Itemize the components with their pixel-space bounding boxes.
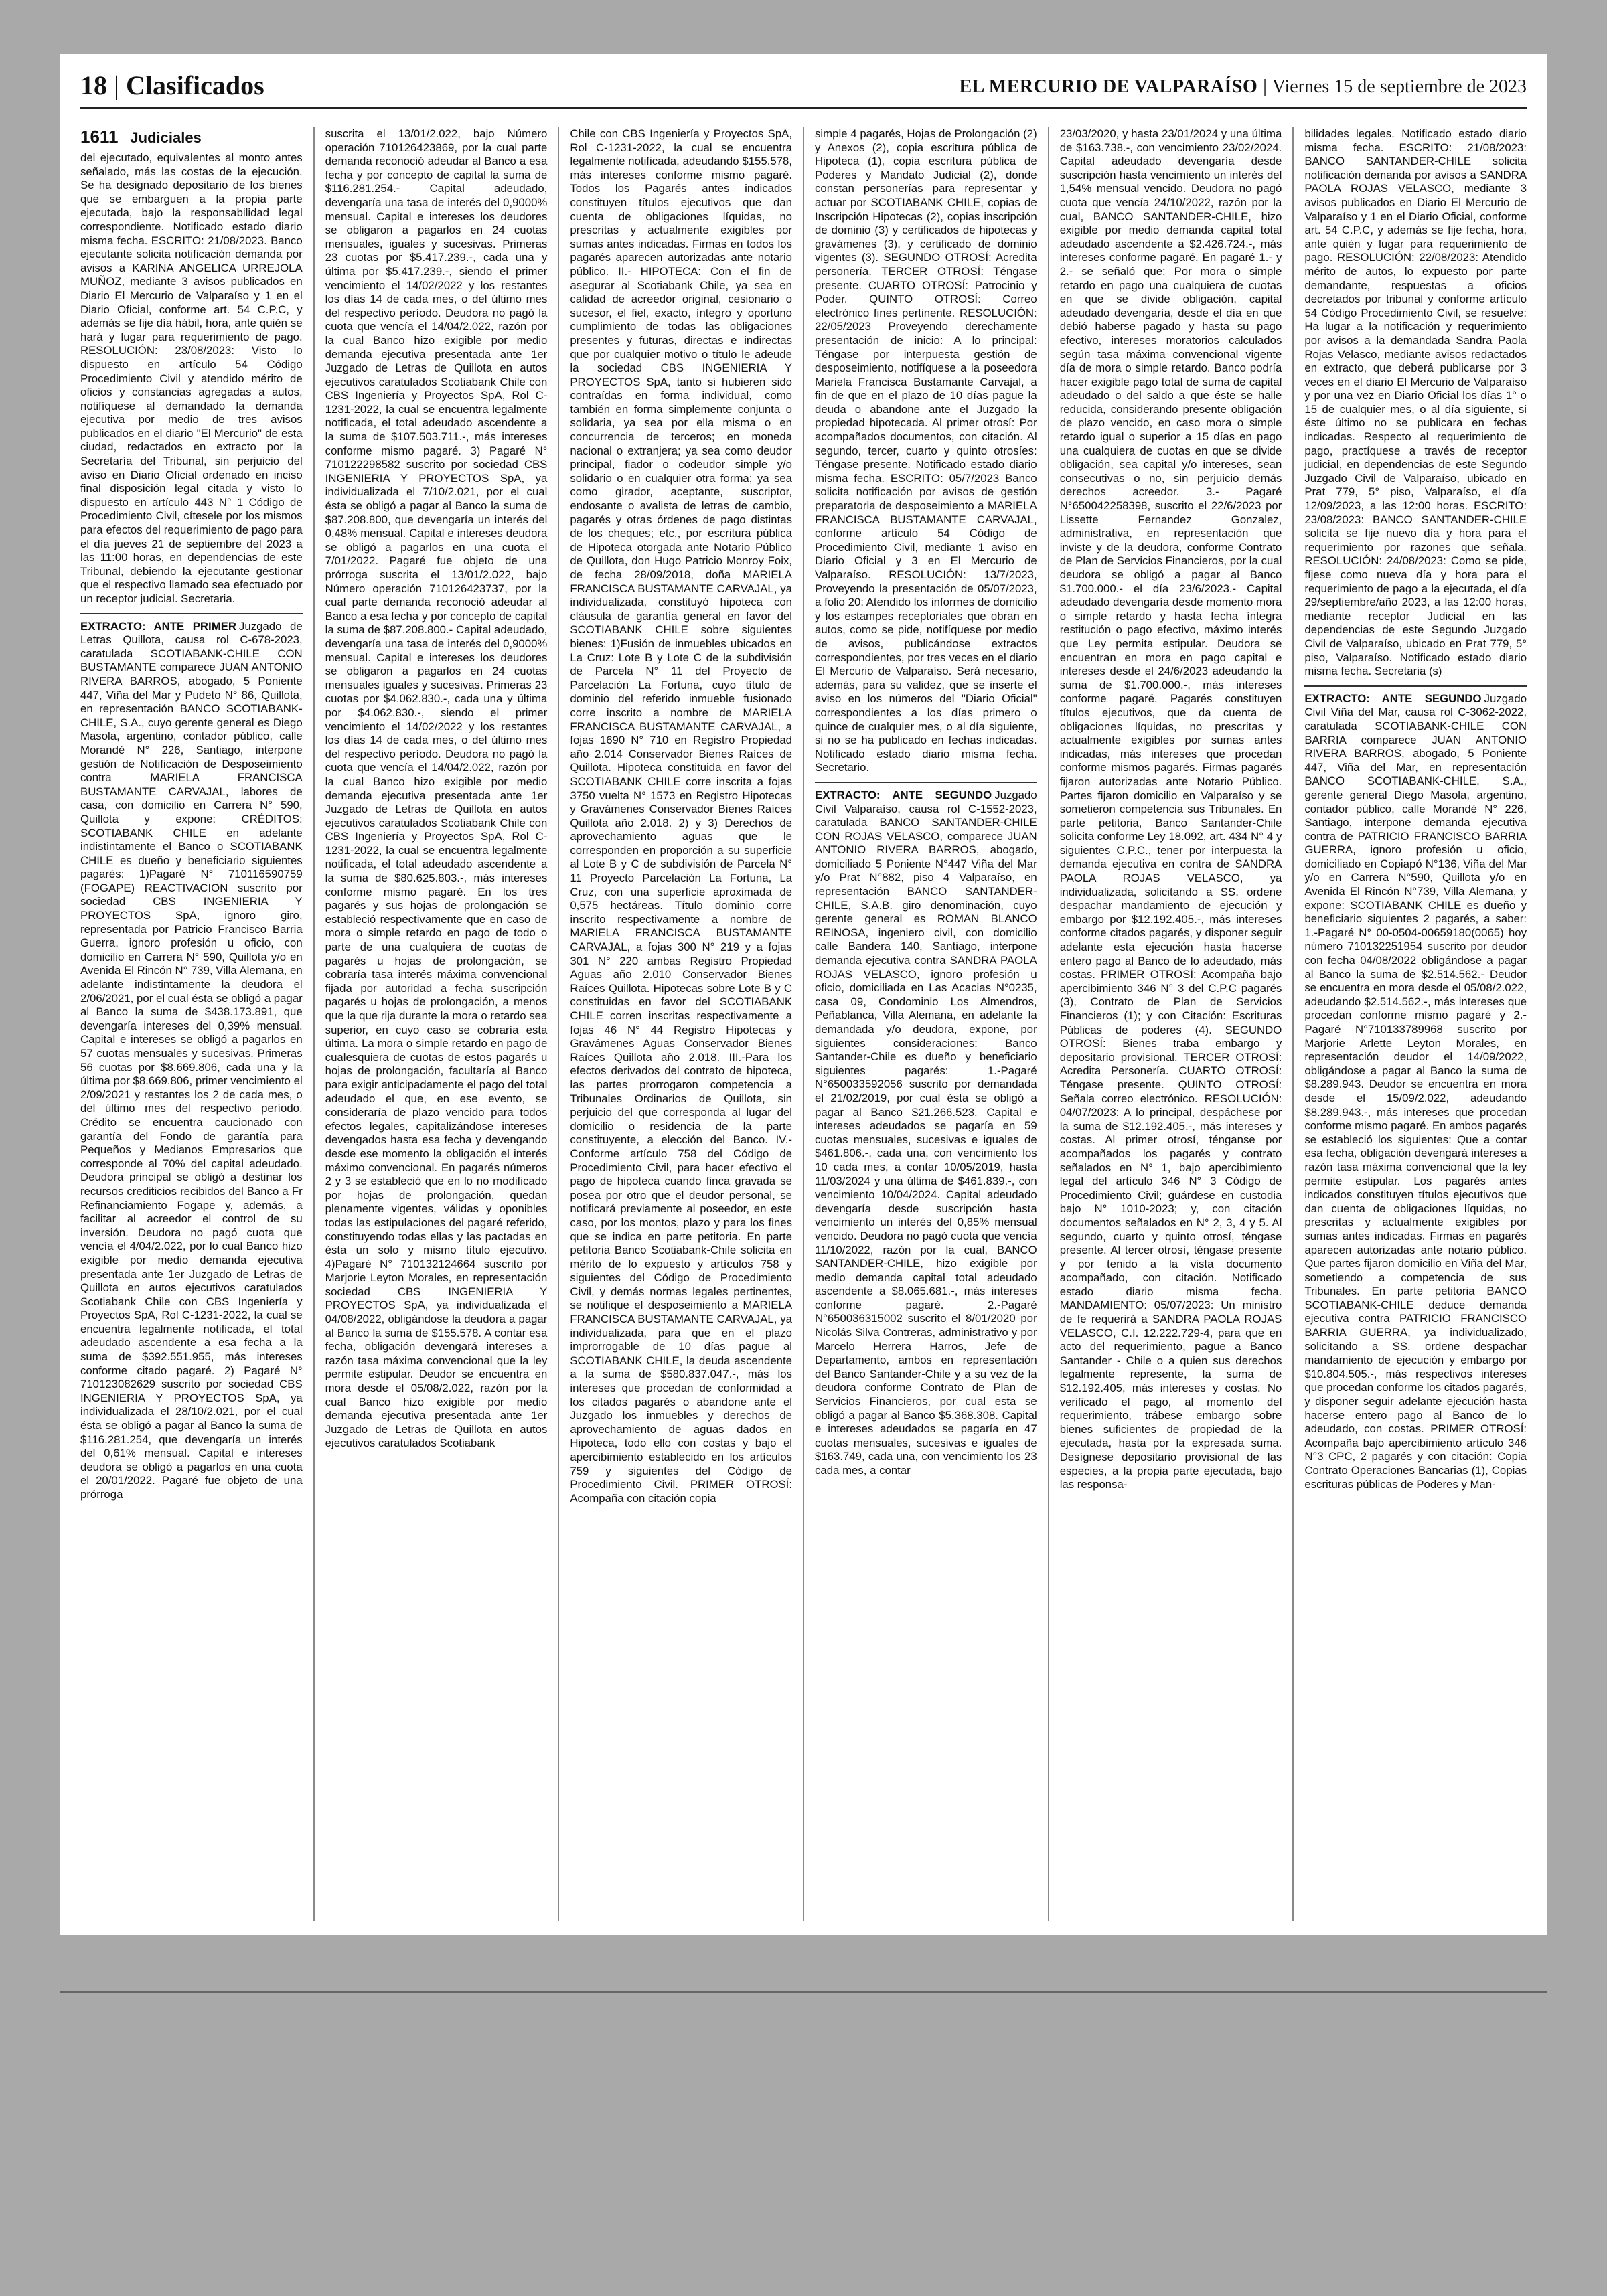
- section-code: 1611: [80, 127, 119, 147]
- section-heading: [80, 127, 303, 147]
- page-header: [80, 60, 1527, 109]
- notice-body: del ejecutado, equivalentes al monto antes señalado, más las costas de la ejecución. Se ha designado depositario de los bienes que se embarguen a la propia parte ejecutada, bajo la responsabilidad legal correspondiente. Notificado estado diario misma fecha. ESCRITO: 21/08/2023. Banco ejecutante solicita notificación demanda por avisos a KARINA ANGELICA URREJOLA MUÑOZ, mediante 3 avisos publicados en Diario El Mercurio de Valparaíso y 1 en el Diario Oficial, conforme art. 54 C.P.C, y además se fije día hábil, hora, ante quién se hará y lugar para requerimiento de pago. RESOLUCIÓN: 23/08/2023: Visto lo dispuesto en artículo 54 Código Procedimiento Civil y atendido mérito de oficios y constancias agregadas a autos, notifíquese al demandado la demanda ejecutiva por medio de tres avisos publicados en el diario "El Mercurio" de esta ciudad, redactados en extracto por la Secretaría del Tribunal, sin perjuicio del aviso en Diario Oficial ordenado en inciso final disposición legal citada y visto lo dispuesto en artículo 443 N° 1 Código de Procedimiento Civil, cítesele por los mismos para efectos del requerimiento de pago para el día jueves 21 de septiembre del 2023 a las 11:00 horas, en dependencias de este Tribunal, debiendo la ejecutante gestionar que el respectivo llamado sea efectuado por un receptor judicial. Secretaria.: [80, 151, 303, 605]
- masthead: [959, 76, 1527, 98]
- text-column: [803, 127, 1048, 1921]
- notice-divider: [1304, 685, 1527, 687]
- legal-notice-paragraph: [815, 127, 1037, 775]
- page-number: 18: [80, 70, 107, 100]
- notice-body: 23/03/2020, y hasta 23/01/2024 y una última de $163.738.-, con vencimiento 23/02/2024. Capital adeudado devengaría desde suscripción hasta vencimiento un interés del 1,54% mensual vencido. Deudora no pagó cuota que vencía 24/10/2022, razón por la cual, BANCO SANTANDER-CHILE, hizo exigible por medio demanda capital total adeudado ascendente a $2.426.724.-, más intereses conforme pagaré. En pagaré 1.- y 2.- se señaló que: Por mora o simple retardo en pago una cualquiera de cuotas en que se divide obligación, capital adeudado devengaría, desde el día en que debió haberse pagado y hasta su pago efectivo, intereses moratorios calculados según tasa máxima convencional vigente día de mora o simple retardo. Banco podría hacer exigible pago total de suma de capital adeudado o del saldo a que éste se halle reducida, considerando presente obligación de plazo vencido, en caso mora o simple retardo igual o superior a 15 días en pago una cualquiera de cuotas en que se divide obligación, sea capital y/o intereses, sean consecutivas o no, sin perjuicio demás derechos acreedor. 3.- Pagaré N°650042258398, suscrito el 22/6/2023 por Lissette Fernandez Gonzalez, administrativa, en representación que inviste y de la deudora, conforme Contrato de Plan de Servicios Financieros, por la cual deudora se obligó a pagar al Banco $1.700.000.- el día 23/6/2023.- Capital adeudado devengaría desde momento mora o simple retardo y hasta fecha íntegra restitución o pago efectivo, máximo interés que Ley permita estipular. Deudora se encuentran en mora en pago capital e intereses desde el 24/6/2023 adeudando la suma de $1.700.000.-, más intereses conforme pagaré. Pagarés constituyen títulos ejecutivos, que da cuenta de obligaciones líquidas, no prescritas y actualmente exigibles por sumas antes indicadas, más intereses que procedan conforme mismos pagarés. Firmas pagarés fijaron autorizadas ante Notario Público. Partes fijaron domicilio en Valparaíso y se sometieron competencia sus Tribunales. En parte petitoria, Banco Santander-Chile solicita conforme Ley 18.092, art. 434 N° 4 y siguientes C.P.C., tener por interpuesta la demanda ejecutiva en contra de SANDRA PAOLA ROJAS VELASCO, ya individualizada, solicitando a SS. ordene despachar mandamiento de ejecución y embargo por $12.192.405.-, más intereses conforme citados pagarés, y disponer seguir adelante esta ejecución hasta hacerse entero pago al Banco de lo adeudado, más costas. PRIMER OTROSÍ: Acompaña bajo apercibimiento 346 N° 3 del C.P.C pagarés (3), Contrato de Plan de Servicios Financieros (1); y con Citación: Escrituras Públicas de poderes (4). SEGUNDO OTROSÍ: Bienes traba embargo y depositario provisional. TERCER OTROSÍ: Acredita Personería. CUARTO OTROSÍ: Téngase presente. QUINTO OTROSÍ: Señala correo electrónico. RESOLUCIÓN: 04/07/2023: A lo principal, despáchese por la suma de $12.192.405.-, más intereses y costas. Al primer otrosí, ténganse por acompañados los pagarés y contrato señalados en N° 1, bajo apercibimiento legal del artículo 346 N° 3 Código de Procedimiento Civil; guárdese en custodia bajo N° 1010-2023; y, con citación documentos señalados en N° 2, 3, 4 y 5. Al segundo, cuarto y quinto otrosí, téngase presente. Al tercer otrosí, téngase presente y por tenido a la vista documento acompañado, con citación. Notificado estado diario misma fecha. MANDAMIENTO: 05/07/2023: Un ministro de fe requerirá a SANDRA PAOLA ROJAS VELASCO, C.I. 12.222.729-4, para que en acto del requerimiento, pague a Banco Santander - Chile o a quien sus derechos legalmente represente, la suma de $12.192.405, más intereses y costas. No verificado el pago, al momento del requerimiento, trábese embargo sobre bienes suficientes de propiedad de la ejecutada, hasta por la expresada suma. Desígnese depositario provisional de las especies, a la propia parte ejecutada, bajo las responsa-: [1059, 127, 1282, 1491]
- notice-body: Chile con CBS Ingeniería y Proyectos SpA, Rol C-1231-2022, la cual se encuentra legalmente notificada, adeudando $155.578, más intereses conforme mismo pagaré. Todos los Pagarés antes indicados constituyen títulos ejecutivos que dan cuenta de obligaciones líquidas, no prescritas y actualmente exigibles por sumas antes indicadas. Firmas en todos los pagarés aparecen autorizadas ante notario público. II.- HIPOTECA: Con el fin de asegurar al Scotiabank Chile, ya sea en calidad de acreedor original, cesionario o sucesor, el fiel, exacto, íntegro y oportuno cumplimiento de todas las obligaciones presentes y futuras, directas e indirectas que por cualquier motivo o título le adeude la sociedad CBS INGENIERIA Y PROYECTOS SpA, tanto si hubieren sido contraídas en forma individual, como también en forma simplemente conjunta o solidaria, ya sea por ella misma o en concurrencia de terceros; en moneda nacional o extranjera; ya sea como deudor principal, fiador o codeudor simple y/o solidario o en cualquier otra forma; ya sea como girador, aceptante, suscriptor, endosante o avalista de letras de cambio, pagarés y otras órdenes de pago distintas de los cheques; etc., por escritura pública de Hipoteca otorgada ante Notario Público de Quillota, don Hugo Patricio Monroy Foix, de fecha 28/09/2018, doña MARIELA FRANCISCA BUSTAMANTE CARVAJAL, ya individualizada, constituyó hipoteca con cláusula de garantía general en favor del SCOTIABANK CHILE sobre siguientes bienes: 1)Fusión de inmuebles ubicados en La Cruz: Lote B y Lote C de la subdivisión de Parcela N° 11 del Proyecto de Parcelación La Fortuna, cuyo título de dominio del referido inmueble fusionado corre inscrito a nombre de MARIELA FRANCISCA BUSTAMANTE CARVAJAL, a fojas 1690 N° 710 en Registro Propiedad año 2.014 Conservador Bienes Raíces de Quillota. Hipoteca constituida en favor del SCOTIABANK CHILE corre inscrita a fojas 3750 vuelta N° 1573 en Registro Hipotecas y Gravámenes Conservador Bienes Raíces Quillota año 2.018. 2) y 3) Derechos de aprovechamiento aguas que le corresponden en proporción a su superficie al Lote B y C de subdivisión de Parcela N° 11 Proyecto Parcelación La Fortuna, La Cruz, con una superficie aproximada de 0,575 hectáreas. Título dominio corre inscrito respectivamente a nombre de MARIELA FRANCISCA BUSTAMANTE CARVAJAL, a fojas 300 N° 219 y a fojas 301 N° 220 ambas Registro Propiedad Aguas año 2.010 Conservador Bienes Raíces Quillota. Hipotecas sobre Lote B y C constituidas en favor del SCOTIABANK CHILE corren inscritas respectivamente a fojas 46 N° 44 Registro Hipotecas y Gravámenes Aguas Conservador Bienes Raíces Quillota año 2.018. III.-Para los efectos derivados del contrato de hipoteca, las partes prorrogaron competencia a Tribunales Ordinarios de Quillota, sin perjuicio del que corresponda al lugar del domicilio o residencia de la parte constituyente, a elección del Banco. IV.-Conforme artículo 758 del Código de Procedimiento Civil, para hacer efectivo el pago de hipoteca cuando finca gravada se posea por otro que el deudor personal, se notificará previamente al poseedor, en este caso, por los montos, plazo y para los fines que se indica en parte petitoria. En parte petitoria Banco Scotiabank-Chile solicita en mérito de lo expuesto y artículos 758 y siguientes del Código de Procedimiento Civil, y demás normas legales pertinentes, se notifique el desposeimiento a MARIELA FRANCISCA BUSTAMANTE CARVAJAL, ya individualizada, para que en el plazo improrrogable de 10 días pague al SCOTIABANK CHILE, la deuda ascendente a la suma de $580.837.047.-, más los intereses que procedan de conformidad a los citados pagarés o abandone ante el Juzgado los inmuebles y derechos de aprovechamiento de aguas dados en Hipoteca, todo ello con costas y bajo el apercibimiento establecido en los artículos 759 y siguientes del Código de Procedimiento Civil. PRIMER OTROSÍ: Acompaña con citación copia: [570, 127, 793, 1505]
- text-column: [1292, 127, 1527, 1921]
- legal-notice-paragraph: [570, 127, 792, 1505]
- notice-body: simple 4 pagarés, Hojas de Prolongación (2) y Anexos (2), copia escritura pública de Hipoteca (1), copia escritura pública de Poderes y Mandato Judicial (2), donde constan personerías para representar y actuar por SCOTIABANK CHILE, copias de Inscripción Hipotecas (2), copias inscripción de dominio (3) y certificados de hipotecas y gravámenes (3), y certificado de dominio vigentes (3). SEGUNDO OTROSÍ: Acredita personería. TERCER OTROSÍ: Téngase presente. CUARTO OTROSÍ: Patrocinio y Poder. QUINTO OTROSÍ: Correo electrónico fines pertinente. RESOLUCIÓN: 22/05/2023 Proveyendo derechamente presentación de inicio: A lo principal: Téngase por interpuesta gestión de desposeimiento, notifíquese a la poseedora Mariela Francisca Bustamante Carvajal, a fin de que en el plazo de 10 días pague la deuda o abandone ante el Juzgado la propiedad hipotecada. Al primer otrosí: Por acompañados documentos, con citación. Al segundo, tercer, cuarto y quinto otrosíes: Téngase presente. Notificado estado diario misma fecha. ESCRITO: 05/7/2023 Banco solicita notificación por avisos de gestión preparatoria de desposeimiento a MARIELA FRANCISCA BUSTAMANTE CARVAJAL, conforme artículo 54 Código de Procedimiento Civil, mediante 1 aviso en Diario Oficial y 3 en El Mercurio de Valparaíso. RESOLUCIÓN: 13/7/2023, Proveyendo la presentación de 05/07/2023, a folio 20: Atendido los informes de domicilio y los estampes receptoriales que obran en autos, como se pide, notifíquese por medio de avisos, publicándose extractos correspondientes, por tres veces en el diario El Mercurio de Valparaíso. Será necesario, además, para su validez, que se inserte el aviso en los números del "Diario Oficial" correspondientes a los días primero o quince de cualquier mes, o al día siguiente, si no se ha publicado en fechas indicadas. Notificado estado diario misma fecha. Secretario.: [815, 127, 1037, 774]
- notice-body: suscrita el 13/01/2.022, bajo Número operación 710126423869, por la cual parte demanda reconoció adeudar al Banco a esa fecha y por concepto de capital la suma de $116.281.254.- Capital adeudado, devengaría una tasa de interés del 0,9000% mensual. Capital e intereses los deudores se obligaron a pagarlos en 24 cuotas mensuales, iguales y sucesivas. Primeras 23 cuotas por $5.417.239.-, cada una y última por $5.417.239.-, siendo el primer vencimiento el 14/02/2022 y los restantes los días 14 de cada mes, o del último mes del respectivo período. Deudora no pagó la cuota que vencía el 14/04/2.022, razón por la cual Banco hizo exigible por medio demanda ejecutiva presentada ante 1er Juzgado de Letras de Quillota en autos ejecutivos caratulados Scotiabank Chile con CBS Ingeniería y Proyectos SpA, Rol C-1231-2022, la cual se encuentra legalmente notificada, el total adeudado ascendente a la suma de $107.503.711.-, más intereses conforme mismo pagaré. 3) Pagaré N° 710122298582 suscrito por sociedad CBS INGENIERIA Y PROYECTOS SpA, ya individualizada el 7/10/2.021, por el cual ésta se obligó a pagar al Banco la suma de $87.208.800, que devengaría un interés del 0,48% mensual. Capital e intereses deudora se obligó a pagarlos en una cuota el 7/01/2022. Pagaré fue objeto de una prórroga suscrita el 13/01/2.022, bajo Número operación 710126423737, por la cual parte demanda reconoció adeudar al Banco a esa fecha y por concepto de capital la suma de $87.208.800.- Capital adeudado, devengaría una tasa de interés del 0,9000% mensual. Capital e intereses los deudores se obligaron a pagarlos en 24 cuotas mensuales iguales y sucesivas. Primeras 23 cuotas por $4.062.830.-, cada una y última por $4.062.830.-, siendo el primer vencimiento el 14/02/2022 y los restantes los días 14 de cada mes, o del último mes del respectivo período. Deudora no pagó la cuota que vencía el 14/04/2.022, razón por la cual Banco hizo exigible por medio demanda ejecutiva presentada ante 1er Juzgado de Letras de Quillota en autos ejecutivos caratulados Scotiabank Chile con CBS Ingeniería y Proyectos SpA, Rol C-1231-2022, la cual se encuentra legalmente notificada, el total adeudado ascendente a la suma de $80.625.803.-, más intereses conforme mismo pagaré. En los tres pagarés y sus hojas de prolongación se estableció respectivamente que en caso de mora o simple retardo en pago de todo o parte de una cualquiera de cuotas de pagarés u hojas de prolongación, se cobraría tasa interés máxima convencional fijada por autoridad a fecha suscripción pagarés u hojas de prolongación, a menos que la que rija durante la mora o retardo sea superior, en cuyo caso se cobraría esta última. La mora o simple retardo en pago de cualesquiera de cuotas de estos pagarés u hojas de prolongación, facultaría al Banco para exigir anticipadamente el pago del total adeudado el que, en ese evento, se consideraría de plazo vencido para todos efectos legales, capitalizándose intereses devengados hasta esa fecha y devengando desde ese momento la obligación el interés máximo convencional. En pagarés números 2 y 3 se estableció que en lo no modificado por hojas de prolongación, quedan plenamente vigentes, válidas y oponibles todas las estipulaciones del pagaré referido, constituyendo todas ellas y las pactadas en ésta un solo y mismo título ejecutivo. 4)Pagaré N° 710132124664 suscrito por Marjorie Leyton Morales, en representación sociedad CBS INGENIERIA Y PROYECTOS SpA, ya individualizada el 04/08/2022, obligándose la deudora a pagar al Banco la suma de $155.578. A contar esa fecha, obligación devengará intereses a razón tasa máxima convencional que la ley permite estipular. Deudor se encuentra en mora desde el 05/08/2.022, razón por la cual Banco hizo exigible por medio demanda ejecutiva presentada ante 1er Juzgado de Letras de Quillota en autos ejecutivos caratulados Scotiabank: [325, 127, 548, 1450]
- masthead-separator: |: [1263, 76, 1267, 97]
- notice-lead: EXTRACTO: ANTE SEGUNDO: [815, 788, 992, 801]
- text-column: [1048, 127, 1293, 1921]
- legal-notice-paragraph: [815, 789, 1037, 1478]
- publication-date: Viernes 15 de septiembre de 2023: [1272, 76, 1527, 97]
- legal-notice-paragraph: [80, 620, 303, 1502]
- header-separator: |: [114, 70, 120, 100]
- legal-notice-paragraph: [1304, 127, 1527, 679]
- text-column: [80, 127, 313, 1921]
- notice-lead: EXTRACTO: ANTE PRIMER: [80, 619, 237, 633]
- newspaper-page: [60, 54, 1547, 1935]
- legal-notice-paragraph: [1060, 127, 1282, 1492]
- notice-body: Juzgado Civil Valparaíso, causa rol C-1552-2023, caratulada BANCO SANTANDER-CHILE CON ROJAS VELASCO, comparece JUAN ANTONIO RIVERA BARROS, abogado, domiciliado 5 Poniente N°447 Viña del Mar y/o Prat N°882, piso 4 Valparaíso, en representación BANCO SANTANDER-CHILE, S.A.B. giro denominación, cuyo gerente general es ROMAN BLANCO REINOSA, ingeniero civil, con domicilio calle Bandera 140, Santiago, interpone demanda ejecutiva contra SANDRA PAOLA ROJAS VELASCO, ignoro profesión u oficio, domiciliada en Las Acacias N°0235, casa 09, Condominio Los Almendros, Peñablanca, Villa Alemana, en adelante la demandada y/o deudora, expone, por siguientes consideraciones: Banco Santander-Chile es dueño y beneficiario siguientes pagarés: 1.-Pagaré N°650033592056 suscrito por demandada el 21/02/2019, por cual ésta se obligó a pagar al Banco $21.266.523. Capital e intereses adeudados se pagaría en 59 cuotas mensuales, sucesivas e iguales de $461.806.-, cada una, con vencimiento los 10 cada mes, a contar 10/05/2019, hasta 11/03/2024 y una última de $461.839.-, con vencimiento 10/04/2024. Capital adeudado devengaría desde suscripción hasta vencimiento un interés del 0,85% mensual vencido. Deudora no pagó cuota que vencía 11/10/2022, razón por la cual, BANCO SANTANDER-CHILE, hizo exigible por medio demanda capital total adeudado ascendente a $8.065.681.-, más intereses conforme pagaré. 2.-Pagaré N°650036315002 suscrito el 8/01/2020 por Nicolás Silva Contreras, administrativo y por Marcelo Herrera Harros, Jefe de Departamento, ambos en representación del Banco Santander-Chile y a su vez de la deudora conforme Contrato de Plan de Servicios Financieros, por cual esta se obligó a pagar al Banco $5.368.308. Capital e intereses adeudados se pagaría en 47 cuotas mensuales, sucesivas e iguales de $163.749, cada una, con vencimiento los 23 cada mes, a contar: [815, 788, 1037, 1477]
- legal-notice-paragraph: [80, 151, 303, 606]
- text-column: [558, 127, 803, 1921]
- section-label: Clasificados: [126, 70, 264, 100]
- legal-notice-paragraph: [325, 127, 548, 1451]
- notice-body: Juzgado Civil Viña del Mar, causa rol C-3062-2022, caratulada SCOTIABANK-CHILE CON BARRIA comparece JUAN ANTONIO RIVERA BARROS, abogado, 5 Poniente 447, Viña del Mar, en representación BANCO SCOTIABANK-CHILE, S.A., gerente general Diego Masola, argentino, contador público, calle Morandé N° 226, Santiago, interpone demanda ejecutiva contra de PATRICIO FRANCISCO BARRIA GUERRA, ignoro profesión u oficio, domiciliado en Copiapó N°136, Viña del Mar y/o en Carrera N°590, Quillota y/o en Avenida El Rincón N°739, Villa Alemana, y expone: SCOTIABANK CHILE es dueño y beneficiario siguientes 2 pagarés, a saber: 1.-Pagaré N° 00-0504-00659180(0065) hoy número 710132251954 suscrito por deudor con fecha 04/08/2022 obligándose a pagar al Banco la suma de $2.514.562.- Deudor se encuentra en mora desde el 05/08/2.022, adeudando $2.514.562.-, más intereses que procedan conforme mismo pagaré y 2.-Pagaré N°710133789968 suscrito por Marjorie Arlette Leyton Morales, en representación deudor el 14/09/2022, obligándose a pagar al Banco la suma de $8.289.943. Deudor se encuentra en mora desde el 15/09/2.022, adeudando $8.289.943.-, más intereses que procedan conforme mismo pagaré. En ambos pagarés se estableció los siguientes: Que a contar esa fecha, obligación devengará intereses a razón tasa máxima convencional que la ley permite estipular. Los pagarés antes indicados constituyen títulos ejecutivos que dan cuenta de obligaciones líquidas, no prescritas y actualmente exigibles por sumas antes indicadas. Firmas en pagarés aparecen autorizadas ante notario público. Que partes fijaron domicilio en Viña del Mar, sometiendo a competencia de sus Tribunales. En parte petitoria BANCO SCOTIABANK-CHILE deduce demanda ejecutiva contra PATRICIO FRANCISCO BARRIA GUERRA, ya individualizado, solicitando a SS. ordene despachar mandamiento de ejecución y embargo por $10.804.505.-, más respectivos intereses que procedan conforme los citados pagarés, y disponer seguir adelante ejecución hasta hacerse entero pago al Banco de lo adeudado, con costas. PRIMER OTROSÍ: Acompaña bajo apercibimiento artículo 346 N°3 CPC, 2 pagarés y con citación: Copia Contrato Operaciones Bancarias (1), Copias escrituras públicas de Poderes y Man-: [1304, 691, 1527, 1491]
- notice-divider: [815, 782, 1037, 783]
- newspaper-name: EL MERCURIO DE VALPARAÍSO: [959, 76, 1258, 97]
- section-name: Judiciales: [130, 129, 202, 146]
- notice-body: Juzgado de Letras Quillota, causa rol C-678-2023, caratulada SCOTIABANK-CHILE CON BUSTAMANTE comparece JUAN ANTONIO RIVERA BARROS, abogado, 5 Poniente 447, Viña del Mar y Pudeto N° 86, Quillota, en representación BANCO SCOTIABANK-CHILE, S.A., cuyo gerente general es Diego Masola, argentino, contador público, calle Morandé N° 226, Santiago, interpone gestión de Notificación de Desposeimiento contra MARIELA FRANCISCA BUSTAMANTE CARVAJAL, labores de casa, con domicilio en Carrera N° 590, Quillota y expone: CRÉDITOS: SCOTIABANK CHILE en adelante indistintamente el Banco o SCOTIABANK CHILE es dueño y beneficiario siguientes pagarés: 1)Pagaré N° 710116590759 (FOGAPE) REACTIVACION suscrito por sociedad CBS INGENIERIA Y PROYECTOS SpA, ignoro giro, representada por Patricio Francisco Barria Guerra, ignoro profesión u oficio, con domicilio en Carrera N° 590, Quillota y/o en Avenida El Rincón N° 739, Villa Alemana, en adelante indistintamente la deudora el 2/06/2021, por el cual ésta se obligó a pagar al Banco la suma de $438.173.891, que devengaría intereses del 0,39% mensual. Capital e intereses se obligó a pagarlos en 57 cuotas mensuales y sucesivas. Primeras 56 cuotas por $8.669.806, cada una y la última por $8.669.806, primer vencimiento el 2/09/2021 y restantes los 2 de cada mes, o del último mes del respectivo período. Crédito se encuentra caucionado con garantía del Fondo de garantía para Pequeños y Medianos Empresarios que corresponde al 70% del capital adeudado. Deudora principal se obligó a destinar los recursos crediticios recibidos del Banco a Fr Refinanciamiento Fogape y, además, a facilitar al acreedor el control de su inversión. Deudora no pagó cuota que vencía el 4/04/2.022, por lo cual Banco hizo exigible por medio demanda ejecutiva presentada ante 1er Juzgado de Letras de Quillota en autos ejecutivos caratulados Scotiabank Chile con CBS Ingeniería y Proyectos SpA, Rol C-1231-2022, la cual se encuentra legalmente notificada, el total adeudado ascendente a esa fecha a la suma de $392.551.955, más intereses conforme citado pagaré. 2) Pagaré N° 710123082629 suscrito por sociedad CBS INGENIERIA Y PROYECTOS SpA, ya individualizada el 28/10/2.021, por el cual ésta se obligó a pagar al Banco la suma de $116.281.254, que devengaría un interés del 0,61% mensual. Capital e intereses deudora se obligó a pagarlos en una cuota el 20/01/2022. Pagaré fue objeto de una prórroga: [80, 619, 303, 1501]
- notice-body: bilidades legales. Notificado estado diario misma fecha. ESCRITO: 21/08/2023: BANCO SANTANDER-CHILE solicita notificación demanda por avisos a SANDRA PAOLA ROJAS VELASCO, mediante 3 avisos publicados en Diario El Mercurio de Valparaíso y 1 en el Diario Oficial, conforme art. 54 C.P.C, y además se fije fecha, hora, ante quién y lugar para requerimiento de pago. RESOLUCIÓN: 22/08/2023: Atendido mérito de autos, lo expuesto por parte demandante, respuestas a oficios decretados por tribunal y conforme artículo 54 Código Procedimiento Civil, se resuelve: Ha lugar a la notificación y requerimiento por avisos a la demandada Sandra Paola Rojas Velasco, mediante avisos redactados en extracto, que deberá publicarse por 3 veces en el diario El Mercurio de Valparaíso y por una vez en Diario Oficial los días 1° o 15 de cualquier mes, o al día siguiente, si éste último no se publicara en fechas indicadas. Respecto al requerimiento de pago, practíquese a través de receptor judicial, en dependencias de este Segundo Juzgado Civil de Valparaíso, ubicado en Prat 779, 5° piso, Valparaíso, el día 12/09/2023, a las 12:00 horas. ESCRITO: 23/08/2023: BANCO SANTANDER-CHILE solicita se fije nuevo día y hora para el requerimiento por razones que señala. RESOLUCIÓN: 24/08/2023: Como se pide, fíjese como nueva día y hora para el requerimiento de pago a la ejecutada, el día 29/septiembre/año 2023, a las 12:00 horas, mediante receptor Judicial en las dependencias de este Segundo Juzgado Civil de Valparaíso, ubicado en Prat 779, 5° piso, Valparaíso. Notificado estado diario misma fecha. Secretaria (s): [1304, 127, 1527, 678]
- classifieds-columns: [80, 127, 1527, 1921]
- notice-lead: EXTRACTO: ANTE SEGUNDO: [1304, 691, 1482, 705]
- footer-rule: [60, 1991, 1547, 1993]
- notice-divider: [80, 613, 303, 614]
- text-column: [313, 127, 558, 1921]
- page-section-title: [80, 70, 264, 101]
- legal-notice-paragraph: [1304, 692, 1527, 1491]
